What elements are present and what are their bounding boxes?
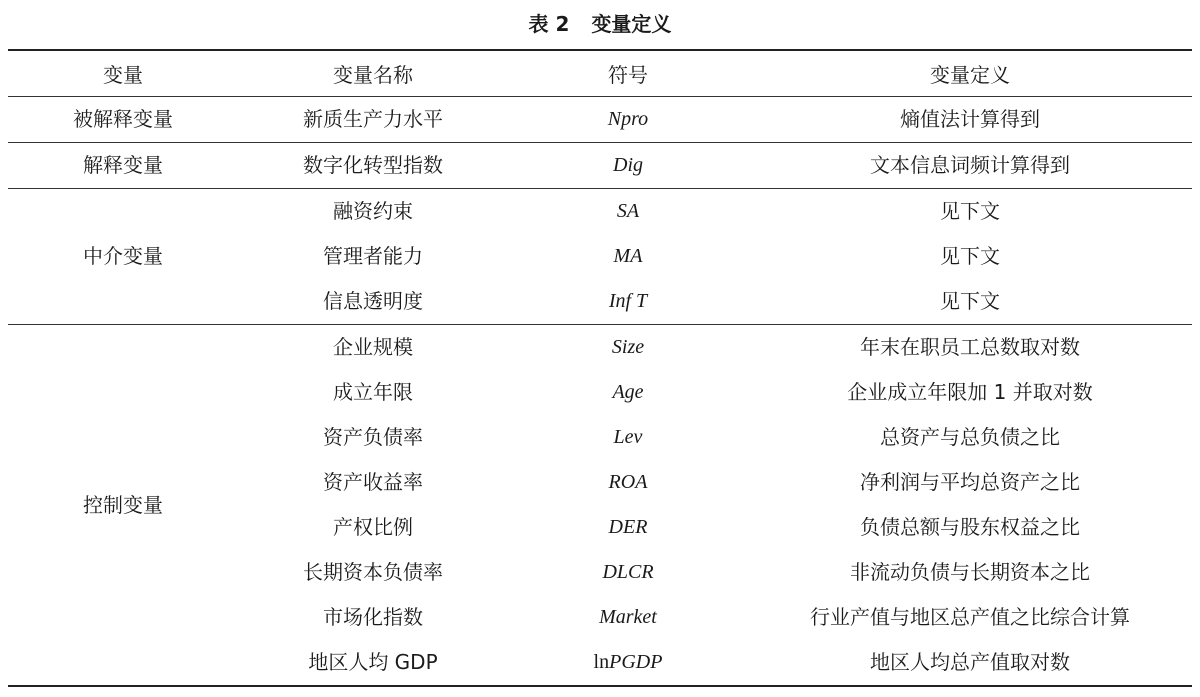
- definition-cell: 非流动负债与长期资本之比: [850, 560, 1090, 584]
- definition-cell: 行业产值与地区总产值之比综合计算: [810, 605, 1130, 629]
- symbol-text: Lev: [613, 426, 643, 448]
- symbol-text: PGDP: [609, 651, 663, 673]
- variable-name-cell: 产权比例: [333, 515, 413, 539]
- symbol-text: Npro: [607, 108, 649, 130]
- variable-group: [8, 143, 1192, 189]
- symbol-cell: [508, 415, 748, 460]
- definition-cell: 企业成立年限加 1 并取对数: [847, 380, 1093, 404]
- variable-name-cell: 地区人均 GDP: [308, 650, 438, 674]
- header-symbol: 符号: [508, 50, 748, 97]
- table-row: [8, 325, 1192, 371]
- definition-cell: 总资产与总负债之比: [880, 425, 1060, 449]
- variable-name-cell: 管理者能力: [323, 244, 423, 268]
- definition-cell: 年末在职员工总数取对数: [860, 335, 1080, 359]
- table-row: [8, 97, 1192, 143]
- table-header: [8, 50, 1192, 97]
- symbol-cell: [508, 143, 748, 189]
- group-name-cell: 解释变量: [8, 143, 238, 189]
- symbol-text: DLCR: [602, 561, 654, 583]
- header-variable: 变量: [8, 50, 238, 97]
- symbol-text: Inf T: [608, 290, 648, 312]
- variable-group: [8, 97, 1192, 143]
- symbol-cell: [508, 279, 748, 325]
- definition-cell: 负债总额与股东权益之比: [860, 515, 1080, 539]
- symbol-cell: [508, 325, 748, 371]
- symbol-text: DER: [608, 516, 648, 538]
- definition-cell: 地区人均总产值取对数: [870, 650, 1070, 674]
- symbol-text: Market: [599, 606, 657, 628]
- variable-definition-table: [8, 49, 1192, 687]
- variable-group: [8, 189, 1192, 325]
- table-title: 变量定义: [591, 12, 672, 36]
- symbol-cell: [508, 505, 748, 550]
- symbol-prefix: ln: [593, 651, 610, 673]
- symbol-text: MA: [613, 245, 643, 267]
- symbol-text: SA: [616, 200, 640, 222]
- header-definition: 变量定义: [748, 50, 1192, 97]
- symbol-cell: [508, 97, 748, 143]
- header-row: [8, 50, 1192, 97]
- table-row: [8, 189, 1192, 235]
- symbol-cell: [508, 234, 748, 279]
- group-name-cell: 中介变量: [8, 189, 238, 325]
- table-number: 表 2: [528, 12, 570, 36]
- symbol-text: Size: [611, 336, 645, 358]
- definition-cell: 净利润与平均总资产之比: [860, 470, 1080, 494]
- variable-name-cell: 长期资本负债率: [303, 560, 443, 584]
- symbol-text: ROA: [608, 471, 648, 493]
- symbol-text: Dig: [613, 154, 643, 176]
- definition-cell: 见下文: [940, 244, 1000, 268]
- variable-name-cell: 企业规模: [333, 335, 413, 359]
- variable-name-cell: 资产负债率: [323, 425, 423, 449]
- variable-group: [8, 325, 1192, 687]
- variable-name-cell: 成立年限: [333, 380, 413, 404]
- symbol-cell: [508, 460, 748, 505]
- symbol-cell: [508, 595, 748, 640]
- variable-name-cell: 融资约束: [333, 199, 413, 223]
- definition-cell: 熵值法计算得到: [748, 97, 1192, 143]
- table-row: [8, 143, 1192, 189]
- symbol-cell: [508, 370, 748, 415]
- symbol-text: Age: [612, 381, 644, 403]
- variable-name-cell: 资产收益率: [323, 470, 423, 494]
- table-caption: [0, 10, 1200, 38]
- variable-name-cell: 市场化指数: [323, 605, 423, 629]
- symbol-cell: [508, 640, 748, 686]
- header-variable-name: 变量名称: [238, 50, 508, 97]
- group-name-cell: 控制变量: [83, 492, 163, 517]
- definition-cell: 见下文: [748, 279, 1192, 325]
- definition-cell: 文本信息词频计算得到: [748, 143, 1192, 189]
- definition-cell: 见下文: [940, 199, 1000, 223]
- symbol-cell: [508, 550, 748, 595]
- group-name-cell: 被解释变量: [8, 97, 238, 143]
- variable-name-cell: 新质生产力水平: [238, 97, 508, 143]
- variable-name-cell: 信息透明度: [238, 279, 508, 325]
- variable-name-cell: 数字化转型指数: [238, 143, 508, 189]
- symbol-cell: [508, 189, 748, 235]
